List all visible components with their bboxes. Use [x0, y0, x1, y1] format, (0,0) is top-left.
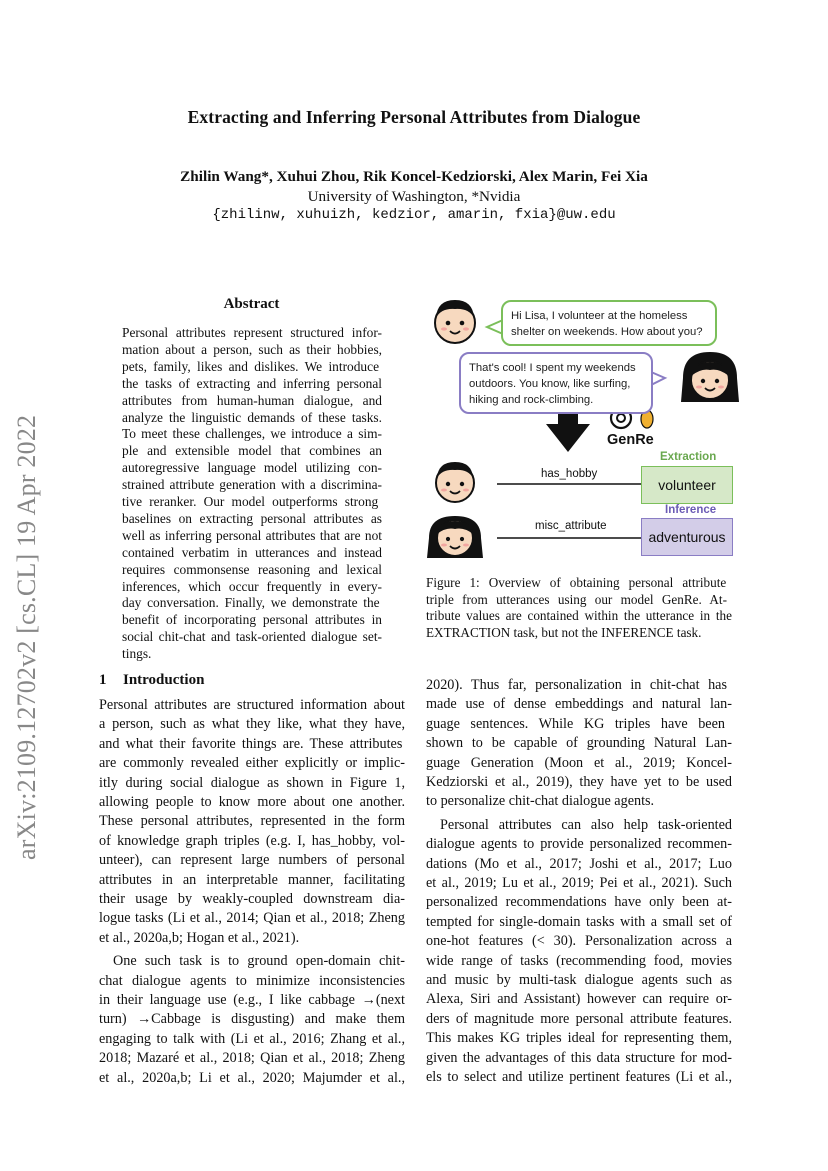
text-line: logue tasks (Li et al., 2014; Qian et al., 2018; Zheng	[99, 910, 405, 927]
text-line: mation about a person, such as their hobbies,	[122, 341, 382, 357]
text-line: 2018; Mazaré et al., 2018; Qian et al., 2018; Zheng	[99, 1050, 405, 1067]
text-line: in their language use (e.g., I like cabbage →(next	[99, 992, 405, 1008]
text-line: engaging to talk with (Li et al., 2016; Zhang et al.,	[99, 1030, 405, 1047]
abstract-heading: Abstract	[223, 296, 280, 312]
attribute-value-extraction: volunteer	[641, 466, 733, 504]
section-number: 1	[99, 672, 107, 688]
text-line: and music by multi-task dialogue agents such as	[426, 972, 732, 988]
text-line: EXTRACTION task, but not the INFERENCE task.	[426, 625, 702, 641]
text-line: well as inferring personal attributes that are not	[122, 527, 382, 543]
figure-1	[425, 290, 745, 560]
text-line: tings.	[122, 646, 152, 662]
text-line: and what their favorite things are. These attributes	[99, 735, 403, 752]
text-line: ple and extensible model that combines an	[122, 443, 382, 459]
section-heading-introduction	[99, 672, 204, 689]
text-line: one-hot features (< 30). Personalization across a	[426, 933, 732, 950]
text-line: contained verbatim in utterances and instead	[122, 544, 382, 560]
text-line: autoregressive language model utilizing con-	[122, 460, 382, 476]
text-line: strained attribute generation with a discrimina-	[122, 477, 382, 493]
text-line: the tasks of extracting and inferring personal	[122, 375, 382, 391]
section-title: Introduction	[123, 672, 205, 688]
text-line: pets, family, likes and dislikes. We introduce	[122, 358, 380, 374]
right-column-text	[426, 678, 732, 1088]
author-emails: {zhilinw, xuhuizh, kedzior, amarin, fxia}@uw.edu	[212, 207, 616, 223]
text-line: attributes from human-human dialogue, and	[122, 392, 382, 408]
text-line: guage Generation (Moon et al., 2019; Koncel-	[426, 754, 732, 771]
text-line: to personalize chit-chat dialogue agents.	[426, 793, 655, 810]
text-line: dialogue agents to provide personalized recommen-	[426, 836, 732, 853]
text-line: To meet these challenges, we introduce a sim-	[122, 426, 382, 442]
figure-1-caption	[426, 576, 732, 646]
text-line: Alexa, Siri and Assistant) however can require or-	[426, 991, 732, 1008]
text-line: Personal attributes are structured information about	[99, 697, 405, 713]
model-name: GenRe	[607, 432, 654, 448]
text-line: made use of dense embeddings and natural lan-	[426, 696, 732, 713]
abstract-body	[122, 326, 382, 666]
attribute-value-inference: adventurous	[641, 518, 733, 556]
author-list: Zhilin Wang*, Xuhui Zhou, Rik Koncel-Kedziorski, Alex Marin, Fei Xia	[180, 168, 648, 185]
text-line: tempted for single-domain tasks with a small set of	[426, 913, 732, 930]
text-line: This makes KG triples ideal for representing them,	[426, 1030, 732, 1047]
text-line: chat dialogue agents to minimize inconsistencies	[99, 972, 405, 989]
text-line: 2020). Thus far, personalization in chit-chat has	[426, 677, 727, 693]
text-line: guage sentences. While KG triples have been	[426, 715, 725, 732]
relation-label-1: has_hobby	[541, 468, 598, 480]
text-line: given the advantages of this data structure for mod-	[426, 1049, 732, 1066]
text-line: These personal attributes, represented in the form	[99, 813, 405, 830]
text-line: triple from utterances using our model GenRe. At-	[426, 591, 727, 607]
text-line: requires commonsense reasoning and lexical	[122, 561, 382, 577]
text-line: benefit of incorporating personal attributes in	[122, 612, 382, 628]
boy-avatar-icon	[436, 462, 474, 502]
text-line: personalized recommendations have only been at-	[426, 894, 732, 911]
text-line: Personal attributes represent structured infor-	[122, 325, 382, 340]
girl-avatar-icon	[681, 352, 739, 402]
text-line: Kedziorski et al., 2019), they have yet to be used	[426, 774, 732, 790]
speech-bubble-girl: That's cool! I spent my weekends outdoors. You know, like surfing, hiking and rock-climbing.	[459, 352, 653, 414]
text-line: allowing people to know more about one another.	[99, 794, 405, 810]
text-line: Personal attributes can also help task-oriented	[440, 816, 732, 833]
text-line: els to select and utilize pertinent features (Li et al.,	[426, 1069, 732, 1085]
affiliation: University of Washington, *Nvidia	[307, 188, 521, 205]
relation-label-2: misc_attribute	[535, 520, 607, 532]
text-line: unteer), can represent large numbers of personal	[99, 852, 405, 869]
text-line: ders of magnitude more personal attribute features.	[426, 1010, 732, 1027]
text-line: day conversation. Finally, we demonstrate the	[122, 595, 380, 611]
extraction-label: Extraction	[660, 451, 717, 463]
text-line: baselines on extracting personal attributes as	[122, 510, 382, 526]
text-line: One such task is to ground open-domain chit-	[113, 953, 405, 970]
text-line: tive reranker. Our model outperforms strong	[122, 494, 379, 509]
text-line: analyze the linguistic demands of these tasks.	[122, 409, 382, 425]
text-line: dations (Mo et al., 2017; Joshi et al., 2017; Luo	[426, 855, 732, 872]
left-column-text	[99, 698, 405, 1088]
inference-label: Inference	[665, 504, 717, 516]
text-line: itly during social dialogue as shown in Figure 1,	[99, 774, 405, 791]
bubble-tail	[651, 372, 665, 385]
text-line: et al., 2020a,b; Hogan et al., 2021).	[99, 929, 300, 946]
text-line: tribute values are contained within the utterance in the	[426, 608, 732, 624]
text-line: attributes in an interpretable manner, facilitating	[99, 871, 405, 888]
text-line: inferences, which occur frequently in every-	[122, 578, 382, 594]
speech-bubble-boy: Hi Lisa, I volunteer at the homeless shelter on weekends. How about you?	[501, 300, 717, 346]
text-line: of knowledge graph triples (e.g. I, has_hobby, vol-	[99, 832, 405, 849]
text-line: turn) →Cabbage is disgusting) and make them	[99, 1011, 405, 1028]
girl-avatar-icon	[427, 516, 483, 558]
text-line: a person, such as what they like, what they have,	[99, 716, 405, 733]
text-line: social chit-chat and task-oriented dialogue set-	[122, 629, 382, 645]
text-line: et al., 2020a,b; Li et al., 2020; Majumder et al.,	[99, 1069, 405, 1086]
boy-avatar-icon	[435, 300, 475, 343]
arxiv-stamp: arXiv:2109.12702v2 [cs.CL] 19 Apr 2022	[12, 414, 41, 860]
text-line: are commonly revealed either explicitly or implic-	[99, 755, 405, 772]
text-line: et al., 2019; Lu et al., 2019; Pei et al., 2021). Such	[426, 875, 732, 891]
paper-title: Extracting and Inferring Personal Attributes from Dialogue	[187, 107, 641, 127]
text-line: their usage by weakly-coupled downstream dia-	[99, 891, 405, 907]
text-line: Figure 1: Overview of obtaining personal attribute	[426, 575, 727, 590]
text-line: wide range of tasks (recommending food, movies	[426, 952, 732, 969]
text-line: shown to be capable of grounding Natural Lan-	[426, 735, 732, 752]
